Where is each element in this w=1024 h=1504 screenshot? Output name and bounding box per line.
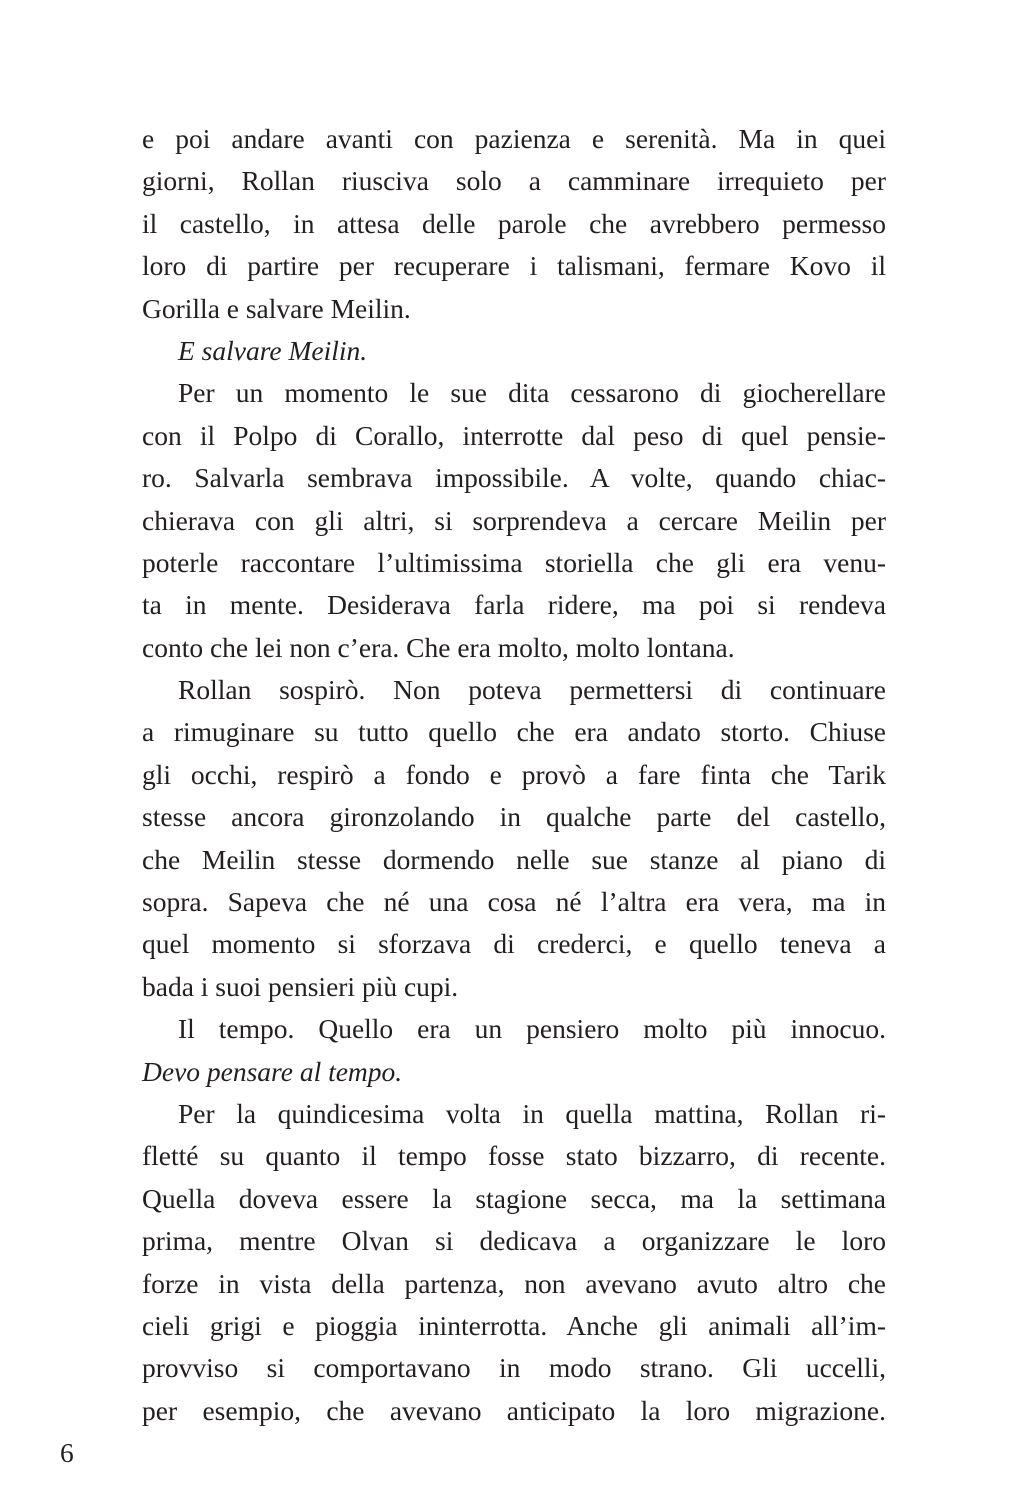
text-line: Gorilla e salvare Meilin. — [142, 292, 411, 324]
text-line: cieli grigi e pioggia ininterrotta. Anche gli animali all’im- — [142, 1309, 886, 1341]
text-line: stesse ancora gironzolando in qualche parte del castello, — [142, 801, 886, 833]
text-line: giorni, Rollan riusciva solo a camminare irrequieto per — [142, 165, 886, 197]
text-line: il castello, in attesa delle parole che avrebbero permesso — [142, 207, 886, 239]
text-line: ta in mente. Desiderava farla ridere, ma poi si rendeva — [142, 589, 886, 621]
text-line: Per la quindicesima volta in quella mattina, Rollan ri- — [178, 1097, 886, 1129]
text-line: a rimuginare su tutto quello che era andato storto. Chiuse — [142, 716, 886, 748]
text-line: Quella doveva essere la stagione secca, ma la settimana — [142, 1182, 886, 1214]
text-line: provviso si comportavano in modo strano. Gli uccelli, — [142, 1352, 886, 1384]
text-line: per esempio, che avevano anticipato la loro migrazione. — [142, 1394, 886, 1426]
text-line: Per un momento le sue dita cessarono di giocherellare — [178, 377, 886, 409]
body-text — [142, 118, 886, 1432]
text-line: Rollan sospirò. Non poteva permettersi di continuare — [178, 674, 886, 706]
text-line: chierava con gli altri, si sorprendeva a cercare Meilin per — [142, 504, 886, 536]
page-number: 6 — [60, 1437, 74, 1468]
text-line: e poi andare avanti con pazienza e serenità. Ma in quei — [142, 123, 886, 154]
text-line: fletté su quanto il tempo fosse stato bizzarro, di recente. — [142, 1140, 886, 1172]
text-line: che Meilin stesse dormendo nelle sue stanze al piano di — [142, 843, 886, 875]
text-line: prima, mentre Olvan si dedicava a organizzare le loro — [142, 1225, 886, 1257]
text-line: con il Polpo di Corallo, interrotte dal peso di quel pensie- — [142, 419, 886, 451]
text-line: quel momento si sforzava di crederci, e quello teneva a — [142, 928, 886, 960]
italic-text-line: E salvare Meilin. — [178, 334, 368, 366]
italic-text-line: Devo pensare al tempo. — [142, 1055, 403, 1087]
text-line: Il tempo. Quello era un pensiero molto più innocuo. — [178, 1013, 886, 1045]
text-line: ro. Salvarla sembrava impossibile. A volte, quando chiac- — [142, 462, 886, 494]
text-line: gli occhi, respirò a fondo e provò a fare finta che Tarik — [142, 758, 886, 790]
text-line: forze in vista della partenza, non avevano avuto altro che — [142, 1267, 886, 1299]
text-line: bada i suoi pensieri più cupi. — [142, 970, 459, 1002]
text-line: sopra. Sapeva che né una cosa né l’altra era vera, ma in — [142, 886, 886, 918]
text-line: poterle raccontare l’ultimissima storiella che gli era venu- — [142, 546, 886, 578]
text-line: conto che lei non c’era. Che era molto, molto lontana. — [142, 631, 735, 663]
text-line: loro di partire per recuperare i talismani, fermare Kovo il — [142, 250, 886, 282]
